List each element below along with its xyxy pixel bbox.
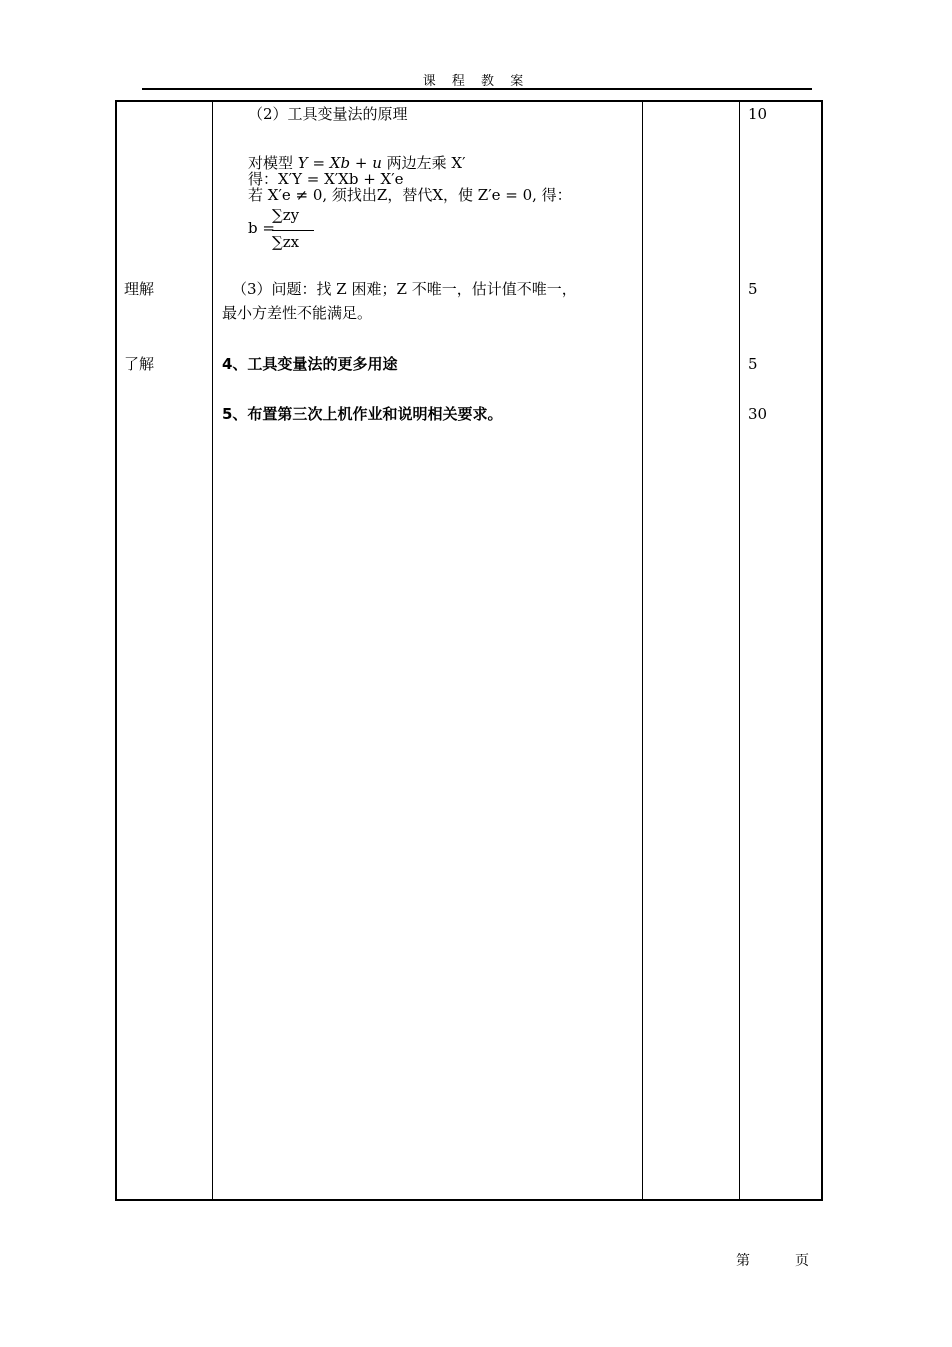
fraction-bar <box>272 230 314 231</box>
time-cell-2: 5 <box>748 280 758 298</box>
section-2-heading: （2）工具变量法的原理 <box>248 105 408 123</box>
formula-line-1-prefix: 对模型 <box>248 154 294 172</box>
estimator-fraction <box>248 206 348 256</box>
fraction-denominator: ∑zx <box>272 233 300 251</box>
section-3-text-line2: 最小方差性不能满足。 <box>222 304 373 322</box>
row-label-know: 了解 <box>124 355 155 373</box>
footer-page-suffix: 页 <box>795 1253 809 1269</box>
row-label-understand: 理解 <box>124 280 155 298</box>
fraction-numerator: ∑zy <box>272 206 300 224</box>
time-cell-1: 10 <box>748 105 768 123</box>
formula-line-2: 得：X′Y = X′Xb + X′e <box>248 170 404 188</box>
page-header-title: 课 程 教 案 <box>422 74 530 89</box>
footer-page-prefix: 第 <box>736 1253 750 1269</box>
formula-line-1-equation: Y = Xb + u <box>297 154 382 172</box>
formula-line-1-suffix: 两边左乘 X′ <box>386 154 466 172</box>
fraction-lhs: b = <box>248 219 275 237</box>
lesson-plan-table <box>115 100 823 1201</box>
formula-line-3: 若 X′e ≠ 0, 须找出Z，替代X，使 Z′e = 0, 得： <box>248 186 572 204</box>
column-divider-2 <box>642 102 643 1199</box>
formula-line-1 <box>248 156 466 171</box>
section-5-heading: 5、布置第三次上机作业和说明相关要求。 <box>222 405 503 423</box>
column-divider-1 <box>212 102 213 1199</box>
time-cell-3: 5 <box>748 355 758 373</box>
column-divider-3 <box>739 102 740 1199</box>
header-rule <box>142 88 812 90</box>
section-3-text-line1: （3）问题：找 Z 困难；Z 不唯一，估计值不唯一， <box>232 280 577 298</box>
section-4-heading: 4、工具变量法的更多用途 <box>222 355 398 373</box>
time-cell-4: 30 <box>748 405 768 423</box>
